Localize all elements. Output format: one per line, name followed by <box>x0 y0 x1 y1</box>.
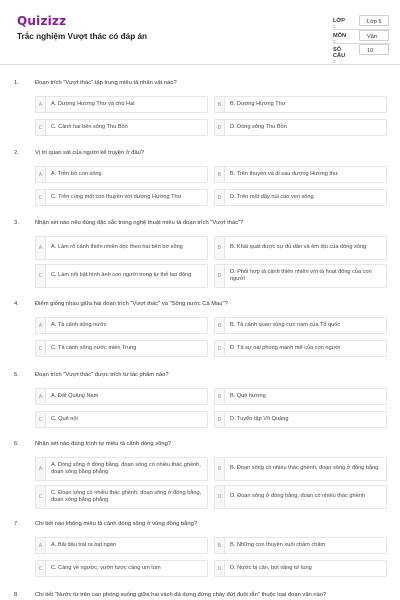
option-text: D. Nước bị cản, bọt văng tứ tung <box>230 564 312 571</box>
option-text: C. Trên cùng một con thuyền với dượng Hương Thư <box>51 193 182 200</box>
option-text: A. Đất Quảng Nam <box>51 392 99 399</box>
question-number: 1. <box>14 80 19 86</box>
option-text: A. Tả cảnh sông nước <box>51 321 107 328</box>
option-text: B. Tả cảnh quan vùng cực nam của Tổ quốc <box>230 321 341 328</box>
option-7c[interactable] <box>35 560 208 577</box>
question-text: Chi tiết "Nước từ trên cao phóng xuống giữa hai vách đá dựng đứng chảy đứt đuôi rắn" thuộc loại đoạn văn nào? <box>35 592 327 598</box>
meta-grade-label: LỚP : <box>333 18 345 30</box>
option-letter: C <box>36 412 46 427</box>
option-6b[interactable] <box>214 457 387 481</box>
option-text: A. Bãi dâu trải ra bạt ngàn <box>51 541 116 548</box>
option-text: B. Những con thuyền xuôi chầm chậm <box>230 541 326 548</box>
question-number: 8. <box>14 592 19 598</box>
option-text: D. Tuyển tập Võ Quảng <box>230 415 289 422</box>
option-1a[interactable] <box>35 96 208 113</box>
option-text: B. Quê hương <box>230 392 266 399</box>
option-5b[interactable] <box>214 388 387 405</box>
option-text: C. Quê nội <box>51 415 78 422</box>
quizizz-logo: Quizizz <box>17 14 67 28</box>
option-3b[interactable] <box>214 236 387 260</box>
option-letter: B <box>215 237 225 259</box>
option-text: A. Trên bờ con sông <box>51 170 102 177</box>
option-letter: C <box>36 486 46 508</box>
option-letter: A <box>36 97 46 112</box>
meta-grade-value: Lớp 6 <box>367 18 382 25</box>
option-text: A. Làm rõ cảnh thiên nhiên dọc theo hai bên bờ sông <box>51 244 183 251</box>
option-4b[interactable] <box>214 317 387 334</box>
option-letter: C <box>36 341 46 356</box>
option-letter: C <box>36 190 46 205</box>
question-text: Nhận xét nào nêu đúng đặc sắc trong nghệ thuật miêu tả đoạn trích "Vượt thác"? <box>35 220 244 226</box>
question-number: 6. <box>14 441 19 447</box>
option-text: A. Dượng Hương Thư và chú Hai <box>51 100 135 107</box>
option-text: D. Đoạn sông ở đồng bằng, đoạn có nhiều thác ghềnh <box>230 493 365 500</box>
option-text: B. Đoạn sông có nhiều thác ghềnh, đoạn sông ở đồng bằng <box>230 465 379 472</box>
option-letter: A <box>36 318 46 333</box>
option-6a[interactable] <box>35 457 208 481</box>
option-text: A. Dòng sông ở đồng bằng, đoạn sông có nhiều thác ghềnh, đoạn sông bằng phẳng <box>51 461 201 475</box>
option-letter: D <box>215 412 225 427</box>
option-letter: B <box>215 167 225 182</box>
option-letter: B <box>215 458 225 480</box>
option-letter: D <box>215 120 225 135</box>
question-text: Vị trí quan sát của người kể truyện ở đâu? <box>35 150 145 156</box>
option-letter: A <box>36 237 46 259</box>
option-letter: D <box>215 486 225 508</box>
option-text: B. Khái quát được sự đủ dân và êm dịu của dòng sông <box>230 244 367 251</box>
option-3c[interactable] <box>35 264 208 288</box>
question-number: 4. <box>14 301 19 307</box>
option-letter: D <box>215 265 225 287</box>
option-2a[interactable] <box>35 166 208 183</box>
page-title: Trắc nghiệm Vượt thác có đáp án <box>17 32 148 41</box>
option-1b[interactable] <box>214 96 387 113</box>
option-5d[interactable] <box>214 411 387 428</box>
meta-count-label: SỐ CÂU : <box>333 47 346 65</box>
question-text: Điểm giống nhau giữa hai đoạn trích "Vượt thác" và "Sông nước Cà Mau"? <box>35 301 228 307</box>
option-text: C. Làm nổi bật hình ảnh con người trong tư thế lao động <box>51 272 192 279</box>
option-text: C. Cảnh hai bên sông Thu Bồn <box>51 123 128 130</box>
option-6d[interactable] <box>214 485 387 509</box>
header-divider <box>0 64 400 65</box>
option-text: C. Tả cảnh sông nước miền Trung <box>51 344 137 351</box>
meta-grade-field <box>359 15 389 26</box>
option-letter: C <box>36 561 46 576</box>
option-5c[interactable] <box>35 411 208 428</box>
option-7a[interactable] <box>35 537 208 554</box>
question-text: Nhận xét nào đúng trình tự miêu tả cảnh dòng sông? <box>35 441 172 447</box>
option-3a[interactable] <box>35 236 208 260</box>
option-letter: A <box>36 458 46 480</box>
option-text: C. Càng về ngược, vườn tược càng um tùm <box>51 564 161 571</box>
option-1c[interactable] <box>35 119 208 136</box>
question-number: 3. <box>14 220 19 226</box>
meta-subject-field <box>359 30 389 41</box>
option-2c[interactable] <box>35 189 208 206</box>
option-1d[interactable] <box>214 119 387 136</box>
option-4d[interactable] <box>214 340 387 357</box>
option-4c[interactable] <box>35 340 208 357</box>
option-letter: D <box>215 190 225 205</box>
option-6c[interactable] <box>35 485 208 509</box>
option-text: D. Phối hợp tả cảnh thiên nhiên với tả hoạt động của con người <box>230 268 372 282</box>
option-text: D. Trên một dãy núi cao ven sông <box>230 193 314 200</box>
meta-subject-label: MÔN : <box>333 33 347 45</box>
question-number: 5. <box>14 372 19 378</box>
option-letter: B <box>215 538 225 553</box>
option-text: D. Dòng sông Thu Bồn <box>230 123 287 130</box>
option-text: D. Tả sự oai phong mạnh mẽ của con người <box>230 344 341 351</box>
option-letter: A <box>36 167 46 182</box>
worksheet-header <box>0 0 400 64</box>
option-2b[interactable] <box>214 166 387 183</box>
option-letter: C <box>36 265 46 287</box>
option-text: B. Dượng Hương Thư <box>230 100 286 107</box>
option-7d[interactable] <box>214 560 387 577</box>
meta-subject-value: Văn <box>367 33 377 40</box>
option-4a[interactable] <box>35 317 208 334</box>
option-letter: D <box>215 561 225 576</box>
option-text: C. Đoạn sông có nhiều thác ghềnh, đoạn sông ở đồng bằng, đoạn sông bằng phẳng <box>51 489 202 503</box>
meta-count-field <box>359 44 389 55</box>
option-letter: B <box>215 389 225 404</box>
option-letter: B <box>215 97 225 112</box>
question-text: Đoạn trích "Vượt thác" được trích từ tác phẩm nào? <box>35 372 169 378</box>
option-7b[interactable] <box>214 537 387 554</box>
question-number: 7. <box>14 521 19 527</box>
option-letter: D <box>215 341 225 356</box>
option-2d[interactable] <box>214 189 387 206</box>
option-text: B. Trên thuyền và đi sau dượng Hương thư <box>230 170 338 177</box>
meta-count-value: 10 <box>367 47 374 54</box>
question-number: 2. <box>14 150 19 156</box>
option-3d[interactable] <box>214 264 387 288</box>
question-text: Chi tiết nào không miêu tả cảnh dòng sông ở vùng đồng bằng? <box>35 521 198 527</box>
question-text: Đoạn trích "Vượt thác" tập trung miêu tả nhân vật nào? <box>35 80 177 86</box>
option-letter: A <box>36 538 46 553</box>
option-letter: A <box>36 389 46 404</box>
option-letter: B <box>215 318 225 333</box>
option-5a[interactable] <box>35 388 208 405</box>
option-letter: C <box>36 120 46 135</box>
